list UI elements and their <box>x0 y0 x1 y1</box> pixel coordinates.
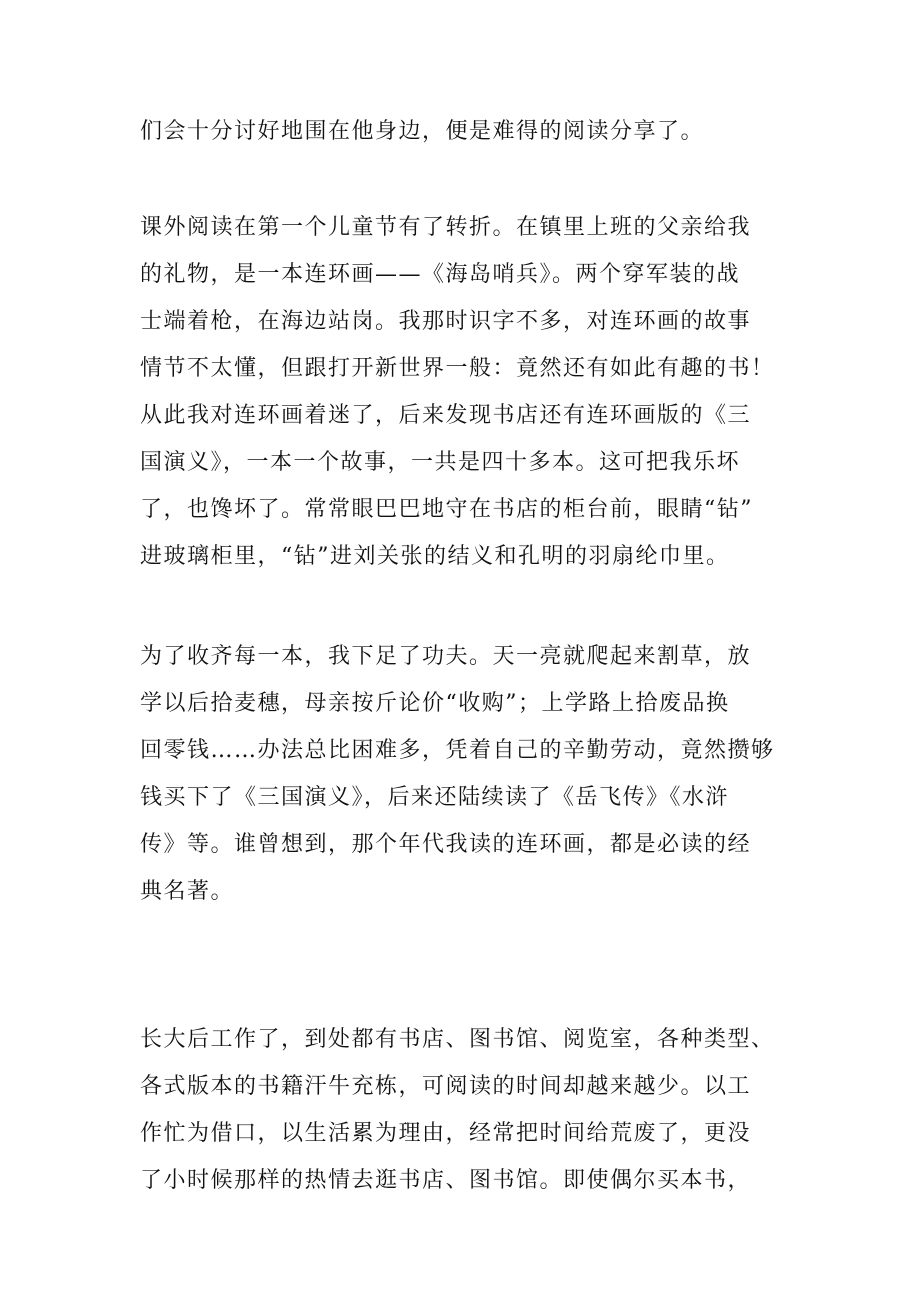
paragraph-4-line-2: 各式版本的书籍汗牛充栋，可阅读的时间却越来越少。以工 <box>140 1074 752 1099</box>
paragraph-2-line-1: 课外阅读在第一个儿童节有了转折。在镇里上班的父亲给我 <box>140 215 752 240</box>
paragraph-3-line-1: 为了收齐每一本，我下足了功夫。天一亮就爬起来割草，放 <box>140 644 752 669</box>
paragraph-3-line-3: 回零钱……办法总比困难多，凭着自己的辛勤劳动，竟然攒够 <box>140 738 775 763</box>
paragraph-2-line-6: 国演义》，一本一个故事，一共是四十多本。这可把我乐坏 <box>140 450 741 475</box>
paragraph-1-line-1: 们会十分讨好地围在他身边，便是难得的阅读分享了。 <box>140 119 705 144</box>
paragraph-3-line-4: 钱买下了《三国演义》，后来还陆续读了《岳飞传》《水浒 <box>140 785 730 810</box>
paragraph-4-line-4: 了小时候那样的热情去逛书店、图书馆。即使偶尔买本书， <box>140 1168 752 1193</box>
paragraph-2-line-2: 的礼物，是一本连环画——《海岛哨兵》。两个穿军装的战 <box>140 262 741 287</box>
paragraph-2-line-7: 了，也馋坏了。常常眼巴巴地守在书店的柜台前，眼睛“钻” <box>140 497 753 522</box>
paragraph-2-line-8: 进玻璃柜里，“钻”进刘关张的结义和孔明的羽扇纶巾里。 <box>140 544 730 569</box>
paragraph-4-line-1: 长大后工作了，到处都有书店、图书馆、阅览室，各种类型、 <box>140 1027 775 1052</box>
paragraph-4-line-3: 作忙为借口，以生活累为理由，经常把时间给荒废了，更没 <box>140 1121 752 1146</box>
paragraph-3-line-2: 学以后拾麦穗，母亲按斤论价“收购”；上学路上拾废品换 <box>140 691 730 716</box>
paragraph-2-line-5: 从此我对连环画着迷了，后来发现书店还有连环画版的《三 <box>140 403 752 428</box>
paragraph-2-line-3: 士端着枪，在海边站岗。我那时识字不多，对连环画的故事 <box>140 309 752 334</box>
paragraph-3-line-5: 传》等。谁曾想到，那个年代我读的连环画，都是必读的经 <box>140 832 752 857</box>
paragraph-2-line-4: 情节不太懂，但跟打开新世界一般：竟然还有如此有趣的书！ <box>140 356 775 381</box>
paragraph-3-line-6: 典名著。 <box>140 879 235 904</box>
